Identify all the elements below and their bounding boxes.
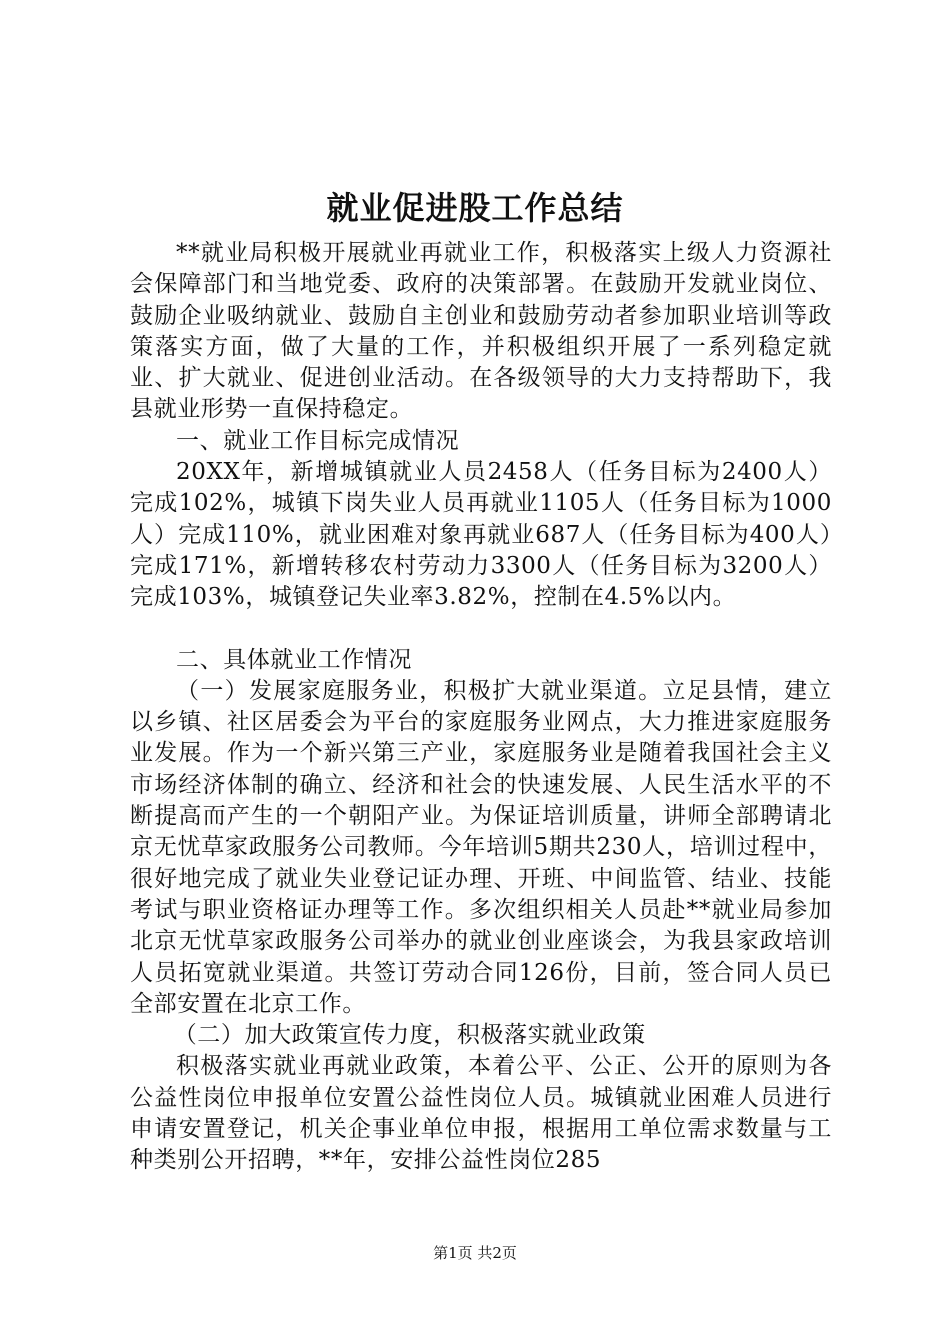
intro-paragraph: **就业局积极开展就业再就业工作，积极落实上级人力资源社会保障部门和当地党委、政府的决策部署。在鼓励开发就业岗位、鼓励企业吸纳就业、鼓励自主创业和鼓励劳动者参加职业培训等政策落实方面，做了大量的工作，并积极组织开展了一系列稳定就业、扩大就业、促进创业活动。在各级领导的大力支持帮助下，我县就业形势一直保持稳定。: [130, 240, 832, 423]
blank-line: [130, 614, 832, 645]
subsection-heading-2: （二）加大政策宣传力度，积极落实就业政策: [173, 1022, 646, 1049]
targets-paragraph: 20XX年，新增城镇就业人员2458人（任务目标为2400人）完成102%，城镇下岗失业人员再就业1105人（任务目标为1000人）完成110%，就业困难对象再就业687人（任务目标为400人）完成171%，新增转移农村劳动力3300人（任务目标为3200人）完成103%，城镇登记失业率3.82%，控制在4.5%以内。: [130, 459, 832, 611]
page-number-footer: 第1页 共2页: [433, 1244, 517, 1262]
section-heading-2: 二、具体就业工作情况: [176, 646, 412, 673]
home-service-paragraph: （一）发展家庭服务业，积极扩大就业渠道。立足县情，建立以乡镇、社区居委会为平台的家庭服务业网点，大力推进家庭服务业发展。作为一个新兴第三产业，家庭服务业是随着我国社会主义市场经济体制的确立、经济和社会的快速发展、人民生活水平的不断提高而产生的一个朝阳产业。为保证培训质量，讲师全部聘请北京无忧草家政服务公司教师。今年培训5期共230人，培训过程中，很好地完成了就业失业登记证办理、开班、中间监管、结业、技能考试与职业资格证办理等工作。多次组织相关人员赴**就业局参加北京无忧草家政服务公司举办的就业创业座谈会，为我县家政培训人员拓宽就业渠道。共签订劳动合同126份，目前，签合同人员已全部安置在北京工作。: [130, 677, 832, 1017]
policy-paragraph: 积极落实就业再就业政策，本着公平、公正、公开的原则为各公益性岗位申报单位安置公益性岗位人员。城镇就业困难人员进行申请安置登记，机关企事业单位申报，根据用工单位需求数量与工种类别公开招聘，**年，安排公益性岗位285: [130, 1053, 832, 1174]
document-title: 就业促进股工作总结: [326, 189, 624, 227]
section-heading-1: 一、就业工作目标完成情况: [176, 427, 460, 454]
document-body: [130, 238, 832, 1177]
